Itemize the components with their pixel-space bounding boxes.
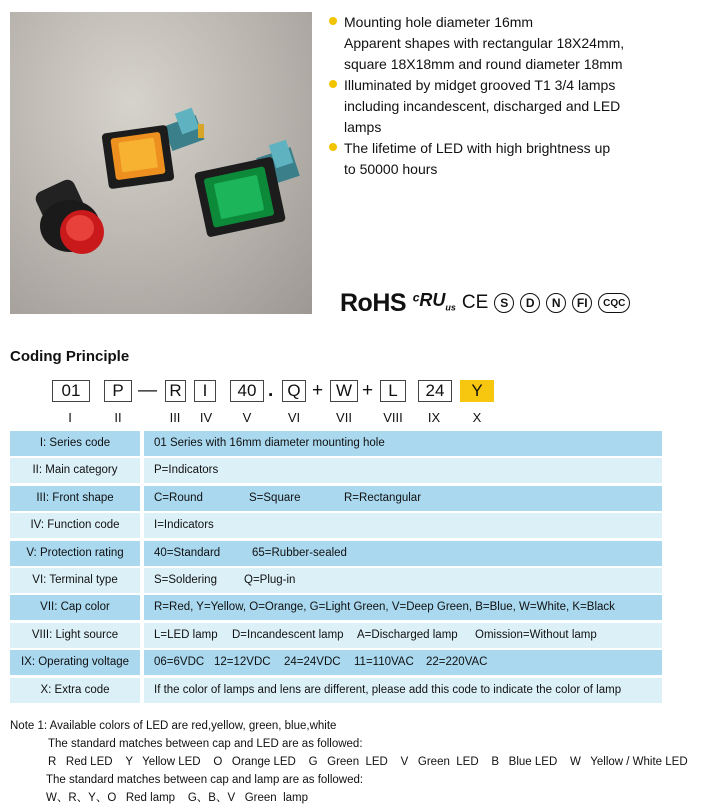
- feature-item: Mounting hole diameter 16mm Apparent shapes with rectangular 18X24mm, square 18X18mm and round diameter 18mm: [328, 12, 698, 75]
- led-matches-list: [10, 753, 705, 771]
- option-text: S=Soldering: [154, 573, 217, 586]
- numeral-label: VI: [287, 410, 301, 425]
- code-box-category: P: [104, 380, 132, 402]
- product-illustration: [10, 12, 312, 314]
- lamp-matches-intro: The standard matches between cap and lamp are as followed:: [46, 774, 364, 786]
- row-value: [144, 650, 662, 675]
- code-box-extra: Y: [460, 380, 494, 402]
- s-mark-icon: S: [494, 293, 514, 313]
- option-text: 65=Rubber-sealed: [252, 546, 347, 559]
- led-matches-intro: The standard matches between cap and LED are as followed:: [48, 738, 363, 750]
- bullet-dot-icon: [329, 80, 337, 88]
- match-item: G Green LED: [308, 756, 388, 768]
- lamp-matches-list: [10, 789, 705, 807]
- match-item: O Orange LED: [213, 756, 296, 768]
- code-box-series: 01: [52, 380, 90, 402]
- row-label: VIII: Light source: [10, 623, 140, 648]
- row-label: VII: Cap color: [10, 595, 140, 620]
- ce-logo: CE: [461, 292, 489, 313]
- match-item: B Blue LED: [491, 756, 558, 768]
- feature-item: Illuminated by midget grooved T1 3/4 lamps including incandescent, discharged and LED lamps: [328, 75, 698, 138]
- table-row: [10, 431, 662, 456]
- feature-item: The lifetime of LED with high brightness up to 50000 hours: [328, 138, 698, 180]
- row-label: X: Extra code: [10, 678, 140, 703]
- match-item: Y Yellow LED: [125, 756, 201, 768]
- numeral-label: VIII: [383, 410, 403, 425]
- option-text: L=LED lamp: [154, 628, 218, 641]
- row-value: P=Indicators: [144, 458, 662, 483]
- option-text: 22=220VAC: [426, 656, 488, 669]
- numeral-label: IX: [427, 410, 441, 425]
- row-value: 01 Series with 16mm diameter mounting hole: [144, 431, 662, 456]
- notes-section: [10, 717, 705, 807]
- red-lamp: [33, 177, 104, 254]
- row-value: [144, 541, 662, 566]
- row-label: IX: Operating voltage: [10, 650, 140, 675]
- bullet-dot-icon: [329, 143, 337, 151]
- orange-lamp: [101, 108, 204, 190]
- option-text: 11=110VAC: [354, 656, 414, 669]
- match-item: V Green LED: [400, 756, 479, 768]
- option-text: A=Discharged lamp: [357, 628, 458, 641]
- code-box-terminal: Q: [282, 380, 306, 402]
- feature-list: [328, 12, 698, 180]
- bullet-dot-icon: [329, 17, 337, 25]
- row-label: VI: Terminal type: [10, 568, 140, 593]
- d-mark-icon: D: [520, 293, 540, 313]
- code-separator-plus: +: [362, 380, 374, 401]
- option-text: Q=Plug-in: [244, 573, 296, 586]
- match-item: G、B、V Green lamp: [187, 792, 309, 804]
- option-text: R=Rectangular: [344, 491, 422, 504]
- numeral-label: III: [169, 410, 181, 425]
- table-row: [10, 541, 662, 566]
- row-label: V: Protection rating: [10, 541, 140, 566]
- certification-logos: [340, 289, 630, 317]
- table-row: [10, 623, 662, 648]
- table-row: [10, 650, 662, 675]
- code-box-cap-color: W: [330, 380, 358, 402]
- fi-mark-icon: FI: [572, 293, 592, 313]
- row-label: IV: Function code: [10, 513, 140, 538]
- numeral-label: V: [242, 410, 252, 425]
- numeral-label: X: [472, 410, 482, 425]
- table-row: [10, 486, 662, 511]
- option-text: C=Round: [154, 491, 203, 504]
- option-text: 40=Standard: [154, 546, 221, 559]
- numeral-label: II: [114, 410, 122, 425]
- code-box-voltage: 24: [418, 380, 452, 402]
- n-mark-icon: N: [546, 293, 566, 313]
- option-text: 12=12VDC: [214, 656, 271, 669]
- code-numerals-row: [0, 410, 705, 428]
- row-value: If the color of lamps and lens are different, please add this code to indicate the color of lamp: [144, 678, 662, 703]
- row-value: [144, 623, 662, 648]
- code-separator-dot: .: [268, 380, 274, 401]
- option-text: Omission=Without lamp: [475, 628, 597, 641]
- match-item: W Yellow / White LED: [570, 756, 688, 768]
- row-value: R=Red, Y=Yellow, O=Orange, G=Light Green, V=Deep Green, B=Blue, W=White, K=Black: [144, 595, 662, 620]
- code-box-protection: 40: [230, 380, 264, 402]
- row-value: [144, 568, 662, 593]
- code-boxes-row: [0, 380, 705, 404]
- match-item: R Red LED: [48, 756, 113, 768]
- code-separator-plus: +: [312, 380, 324, 401]
- table-row: [10, 595, 662, 620]
- table-row: [10, 458, 662, 483]
- option-text: D=Incandescent lamp: [232, 628, 344, 641]
- rohs-logo: RoHS: [340, 288, 407, 317]
- code-box-function: I: [194, 380, 216, 402]
- numeral-label: I: [68, 410, 72, 425]
- option-text: 24=24VDC: [284, 656, 341, 669]
- note-1: Note 1: Available colors of LED are red,yellow, green, blue,white: [10, 720, 337, 732]
- table-row: [10, 513, 662, 538]
- code-box-light-source: L: [380, 380, 406, 402]
- row-label: II: Main category: [10, 458, 140, 483]
- table-row: [10, 568, 662, 593]
- cqc-mark-icon: CQC: [598, 293, 630, 313]
- code-box-shape: R: [165, 380, 186, 402]
- coding-table: [10, 431, 662, 705]
- match-item: W、R、Y、O Red lamp: [46, 792, 176, 804]
- row-label: I: Series code: [10, 431, 140, 456]
- option-text: 06=6VDC: [154, 656, 205, 669]
- option-text: S=Square: [249, 491, 301, 504]
- numeral-label: IV: [199, 410, 213, 425]
- row-label: III: Front shape: [10, 486, 140, 511]
- table-row: [10, 678, 662, 703]
- ul-logo: ᶜRU$_{us}$: [412, 289, 456, 313]
- coding-principle-title: Coding Principle: [10, 348, 130, 365]
- row-value: I=Indicators: [144, 513, 662, 538]
- green-lamp: [194, 140, 300, 238]
- code-separator-dash: —: [138, 380, 157, 401]
- numeral-label: VII: [336, 410, 352, 425]
- row-value: [144, 486, 662, 511]
- product-photo: [10, 12, 312, 314]
